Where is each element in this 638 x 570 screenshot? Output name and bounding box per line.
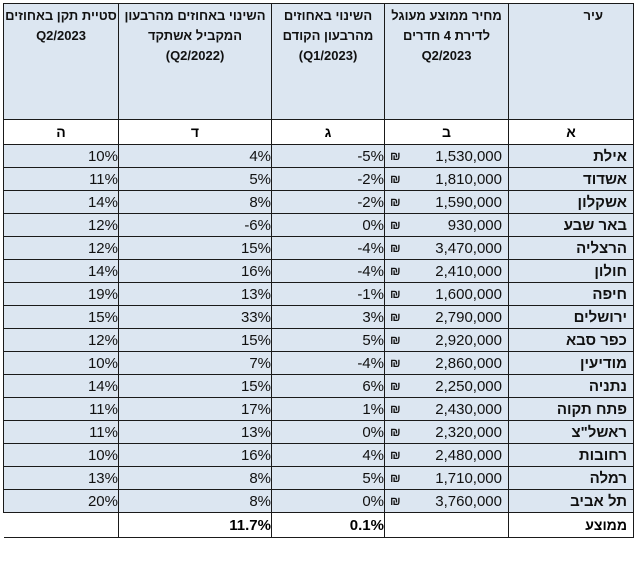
change-prev-value: -4% (357, 354, 384, 372)
shekel-icon: ₪ (390, 149, 401, 163)
price-cell (385, 329, 509, 352)
change-prev-cell (272, 145, 385, 168)
price-wrap (385, 355, 508, 372)
change-yoy-value: 5% (249, 170, 271, 188)
shekel-icon: ₪ (390, 264, 401, 278)
std-cell (4, 237, 119, 260)
table-row (4, 398, 634, 421)
change-yoy-cell (119, 352, 272, 375)
std-value: 10% (87, 147, 118, 165)
change-yoy-value: 8% (249, 492, 271, 510)
shekel-icon: ₪ (390, 402, 401, 416)
average-change-prev-cell (272, 513, 385, 538)
price-value: 1,710,000 (435, 469, 502, 487)
price-cell (385, 214, 509, 237)
std-cell (4, 145, 119, 168)
std-value: 19% (87, 285, 118, 303)
average-change-prev: 0.1% (349, 516, 384, 534)
price-value: 3,760,000 (435, 492, 502, 510)
change-yoy-value: 15% (240, 239, 271, 257)
city-cell: אשדוד (509, 168, 634, 191)
change-prev-value: 5% (362, 331, 384, 349)
city-cell: מודיעין (509, 352, 634, 375)
std-value: 10% (87, 446, 118, 464)
price-value: 1,810,000 (435, 170, 502, 188)
price-wrap (385, 171, 508, 188)
city-cell: נתניה (509, 375, 634, 398)
letter-g: ג (272, 120, 385, 145)
change-yoy-cell (119, 329, 272, 352)
change-prev-cell (272, 283, 385, 306)
change-prev-cell (272, 191, 385, 214)
price-cell (385, 237, 509, 260)
header-price: מחיר ממוצע מעוגל לדירת 4 חדרים Q2/2023 (385, 4, 509, 120)
city-cell: אילת (509, 145, 634, 168)
city-cell: רחובות (509, 444, 634, 467)
table-row (4, 467, 634, 490)
letter-a: א (509, 120, 634, 145)
table-row (4, 191, 634, 214)
std-cell (4, 352, 119, 375)
change-prev-cell (272, 329, 385, 352)
city-cell: חולון (509, 260, 634, 283)
price-value: 2,320,000 (435, 423, 502, 441)
price-wrap (385, 378, 508, 395)
std-cell (4, 306, 119, 329)
price-value: 2,790,000 (435, 308, 502, 326)
table-row (4, 168, 634, 191)
price-cell (385, 260, 509, 283)
change-prev-cell (272, 444, 385, 467)
change-prev-value: -5% (357, 147, 384, 165)
std-value: 11% (89, 170, 118, 188)
std-cell (4, 490, 119, 513)
change-prev-value: 1% (362, 400, 384, 418)
shekel-icon: ₪ (390, 425, 401, 439)
price-value: 2,250,000 (435, 377, 502, 395)
price-cell (385, 306, 509, 329)
std-cell (4, 421, 119, 444)
table-row (4, 306, 634, 329)
change-prev-cell (272, 306, 385, 329)
price-wrap (385, 401, 508, 418)
price-wrap (385, 332, 508, 349)
price-value: 2,860,000 (435, 354, 502, 372)
std-value: 14% (87, 262, 118, 280)
price-cell (385, 398, 509, 421)
average-change-yoy: 11.7% (229, 516, 271, 534)
shekel-icon: ₪ (390, 172, 401, 186)
shekel-icon: ₪ (390, 310, 401, 324)
price-wrap (385, 286, 508, 303)
price-wrap (385, 240, 508, 257)
shekel-icon: ₪ (390, 287, 401, 301)
price-cell (385, 490, 509, 513)
city-cell: פתח תקוה (509, 398, 634, 421)
city-cell: תל אביב (509, 490, 634, 513)
change-yoy-value: 13% (240, 285, 271, 303)
price-cell (385, 375, 509, 398)
table-row (4, 145, 634, 168)
average-std-empty (4, 513, 119, 538)
price-value: 2,430,000 (435, 400, 502, 418)
table-row (4, 375, 634, 398)
change-yoy-cell (119, 145, 272, 168)
average-label: ממוצע (509, 513, 634, 538)
housing-price-table (3, 3, 633, 567)
change-prev-cell (272, 237, 385, 260)
std-cell (4, 214, 119, 237)
header-city: עיר (509, 4, 634, 120)
change-yoy-cell (119, 168, 272, 191)
price-value: 2,920,000 (435, 331, 502, 349)
shekel-icon: ₪ (390, 218, 401, 232)
letter-d: ד (119, 120, 272, 145)
price-value: 2,410,000 (435, 262, 502, 280)
shekel-icon: ₪ (390, 494, 401, 508)
shekel-icon: ₪ (390, 333, 401, 347)
average-change-yoy-cell (119, 513, 272, 538)
change-yoy-cell (119, 490, 272, 513)
price-cell (385, 467, 509, 490)
price-cell (385, 444, 509, 467)
std-value: 20% (87, 492, 118, 510)
change-yoy-cell (119, 260, 272, 283)
change-prev-cell (272, 375, 385, 398)
std-value: 11% (89, 400, 118, 418)
change-prev-cell (272, 490, 385, 513)
std-cell (4, 260, 119, 283)
change-yoy-value: 33% (240, 308, 271, 326)
price-cell (385, 168, 509, 191)
std-value: 14% (87, 193, 118, 211)
change-prev-value: -2% (357, 193, 384, 211)
std-cell (4, 467, 119, 490)
change-yoy-cell (119, 214, 272, 237)
change-yoy-cell (119, 237, 272, 260)
std-value: 12% (87, 239, 118, 257)
price-cell (385, 421, 509, 444)
table-row (4, 444, 634, 467)
change-prev-value: 3% (362, 308, 384, 326)
city-cell: רמלה (509, 467, 634, 490)
table-row (4, 214, 634, 237)
price-cell (385, 145, 509, 168)
table-row (4, 329, 634, 352)
price-wrap (385, 194, 508, 211)
std-value: 12% (87, 216, 118, 234)
table-row (4, 421, 634, 444)
std-value: 10% (87, 354, 118, 372)
change-prev-value: 4% (362, 446, 384, 464)
change-prev-cell (272, 168, 385, 191)
change-yoy-cell (119, 398, 272, 421)
change-prev-value: 0% (362, 216, 384, 234)
std-cell (4, 398, 119, 421)
price-wrap (385, 493, 508, 510)
shekel-icon: ₪ (390, 241, 401, 255)
change-prev-value: 6% (362, 377, 384, 395)
change-yoy-value: 4% (249, 147, 271, 165)
table-row (4, 352, 634, 375)
change-prev-cell (272, 352, 385, 375)
change-prev-value: -1% (357, 285, 384, 303)
city-cell: אשקלון (509, 191, 634, 214)
price-wrap (385, 470, 508, 487)
price-value: 2,480,000 (435, 446, 502, 464)
change-yoy-cell (119, 375, 272, 398)
price-wrap (385, 424, 508, 441)
change-yoy-cell (119, 467, 272, 490)
change-yoy-value: 8% (249, 193, 271, 211)
city-cell: באר שבע (509, 214, 634, 237)
shekel-icon: ₪ (390, 379, 401, 393)
change-prev-value: 5% (362, 469, 384, 487)
header-change-prev: השינוי באחוזים מהרבעון הקודם (Q1/2023) (272, 4, 385, 120)
price-cell (385, 352, 509, 375)
change-yoy-cell (119, 421, 272, 444)
price-wrap (385, 217, 508, 234)
shekel-icon: ₪ (390, 448, 401, 462)
change-prev-value: -2% (357, 170, 384, 188)
change-yoy-cell (119, 283, 272, 306)
price-value: 930,000 (447, 216, 502, 234)
price-value: 3,470,000 (435, 239, 502, 257)
change-prev-value: 0% (362, 492, 384, 510)
price-value: 1,590,000 (435, 193, 502, 211)
data-table (3, 3, 634, 538)
city-cell: חיפה (509, 283, 634, 306)
average-row (4, 513, 634, 538)
shekel-icon: ₪ (390, 471, 401, 485)
change-yoy-cell (119, 444, 272, 467)
std-cell (4, 375, 119, 398)
price-value: 1,600,000 (435, 285, 502, 303)
change-prev-value: -4% (357, 239, 384, 257)
shekel-icon: ₪ (390, 195, 401, 209)
price-value: 1,530,000 (435, 147, 502, 165)
change-yoy-cell (119, 306, 272, 329)
table-row (4, 237, 634, 260)
city-cell: ירושלים (509, 306, 634, 329)
price-wrap (385, 263, 508, 280)
change-yoy-value: 16% (240, 446, 271, 464)
change-prev-value: 0% (362, 423, 384, 441)
std-value: 15% (87, 308, 118, 326)
std-value: 12% (87, 331, 118, 349)
shekel-icon: ₪ (390, 356, 401, 370)
change-yoy-value: 15% (240, 331, 271, 349)
city-cell: ראשל"צ (509, 421, 634, 444)
std-cell (4, 444, 119, 467)
price-wrap (385, 447, 508, 464)
change-prev-cell (272, 398, 385, 421)
table-row (4, 490, 634, 513)
std-value: 11% (89, 423, 118, 441)
change-yoy-value: 13% (240, 423, 271, 441)
letter-b: ב (385, 120, 509, 145)
column-letters-row (4, 120, 634, 145)
header-change-yoy: השינוי באחוזים מהרבעון המקביל אשתקד (Q2/2022) (119, 4, 272, 120)
price-wrap (385, 309, 508, 326)
price-cell (385, 283, 509, 306)
change-yoy-cell (119, 191, 272, 214)
std-value: 14% (87, 377, 118, 395)
city-cell: כפר סבא (509, 329, 634, 352)
change-yoy-value: 16% (240, 262, 271, 280)
change-prev-cell (272, 421, 385, 444)
change-prev-cell (272, 467, 385, 490)
city-cell: הרצליה (509, 237, 634, 260)
price-wrap (385, 148, 508, 165)
change-yoy-value: 17% (240, 400, 271, 418)
letter-h: ה (4, 120, 119, 145)
std-cell (4, 168, 119, 191)
change-prev-cell (272, 260, 385, 283)
table-row (4, 283, 634, 306)
average-price-empty (385, 513, 509, 538)
change-prev-value: -4% (357, 262, 384, 280)
header-row (4, 4, 634, 120)
price-cell (385, 191, 509, 214)
std-cell (4, 191, 119, 214)
change-yoy-value: 7% (249, 354, 271, 372)
change-yoy-value: 8% (249, 469, 271, 487)
change-prev-cell (272, 214, 385, 237)
std-cell (4, 329, 119, 352)
change-yoy-value: -6% (244, 216, 271, 234)
header-std: סטיית תקן באחוזים Q2/2023 (4, 4, 119, 120)
table-row (4, 260, 634, 283)
std-cell (4, 283, 119, 306)
change-yoy-value: 15% (240, 377, 271, 395)
std-value: 13% (87, 469, 118, 487)
